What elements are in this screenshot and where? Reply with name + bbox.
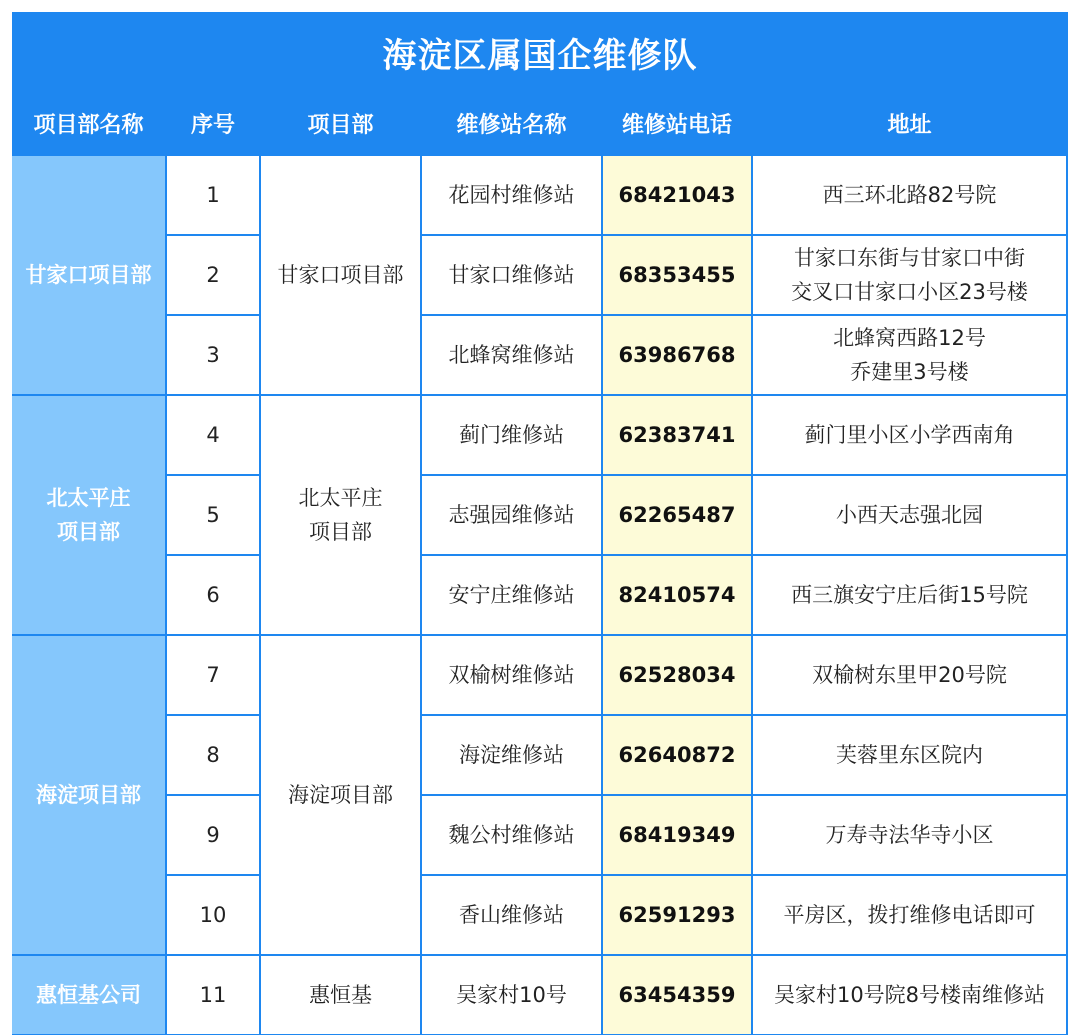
repair-team-table [12, 12, 1068, 1035]
project-dept-cell: 海淀项目部 [261, 636, 420, 954]
station-name-cell: 甘家口维修站 [422, 236, 601, 314]
address-cell: 芙蓉里东区院内 [753, 716, 1066, 794]
address-cell: 蓟门里小区小学西南角 [753, 396, 1066, 474]
header-station-phone: 维修站电话 [621, 112, 732, 138]
row-number-cell: 8 [167, 716, 259, 794]
row-number-cell: 3 [167, 316, 259, 394]
row-number-cell: 2 [167, 236, 259, 314]
station-name-cell: 志强园维修站 [422, 476, 601, 554]
group-name-cell: 甘家口项目部 [12, 156, 165, 394]
header-project-name: 项目部名称 [33, 112, 144, 138]
row-number-cell: 9 [167, 796, 259, 874]
station-phone-cell: 68353455 [603, 236, 751, 314]
station-phone-cell: 62383741 [603, 396, 751, 474]
address-cell: 西三环北路82号院 [753, 156, 1066, 234]
table-title: 海淀区属国企维修队 [382, 35, 698, 76]
station-phone-cell: 62591293 [603, 876, 751, 954]
row-number-cell: 6 [167, 556, 259, 634]
address-cell: 平房区，拨打维修电话即可 [753, 876, 1066, 954]
station-phone-cell: 63986768 [603, 316, 751, 394]
row-number-cell: 7 [167, 636, 259, 714]
station-phone-cell: 62265487 [603, 476, 751, 554]
row-number-cell: 11 [167, 956, 259, 1034]
group-name-cell: 惠恒基公司 [12, 956, 165, 1034]
group-name-cell: 海淀项目部 [12, 636, 165, 954]
row-number-cell: 4 [167, 396, 259, 474]
station-name-cell: 吴家村10号 [422, 956, 601, 1034]
header-address: 地址 [887, 112, 932, 138]
station-name-cell: 双榆树维修站 [422, 636, 601, 714]
address-cell: 吴家村10号院8号楼南维修站 [753, 956, 1066, 1034]
address-cell: 小西天志强北园 [753, 476, 1066, 554]
group-name-cell: 北太平庄 项目部 [12, 396, 165, 634]
station-name-cell: 安宁庄维修站 [422, 556, 601, 634]
station-phone-cell: 82410574 [603, 556, 751, 634]
station-name-cell: 香山维修站 [422, 876, 601, 954]
header-number: 序号 [190, 112, 235, 138]
station-phone-cell: 68419349 [603, 796, 751, 874]
header-station-name: 维修站名称 [456, 112, 567, 138]
row-number-cell: 10 [167, 876, 259, 954]
address-cell: 万寿寺法华寺小区 [753, 796, 1066, 874]
station-phone-cell: 62528034 [603, 636, 751, 714]
header-project-dept: 项目部 [307, 112, 374, 138]
station-name-cell: 花园村维修站 [422, 156, 601, 234]
station-name-cell: 魏公村维修站 [422, 796, 601, 874]
project-dept-cell: 惠恒基 [261, 956, 420, 1034]
station-name-cell: 北蜂窝维修站 [422, 316, 601, 394]
project-dept-cell: 北太平庄 项目部 [261, 396, 420, 634]
address-cell: 西三旗安宁庄后街15号院 [753, 556, 1066, 634]
station-name-cell: 海淀维修站 [422, 716, 601, 794]
project-dept-cell: 甘家口项目部 [261, 156, 420, 394]
address-cell: 双榆树东里甲20号院 [753, 636, 1066, 714]
address-cell: 北蜂窝西路12号 乔建里3号楼 [753, 316, 1066, 394]
station-name-cell: 蓟门维修站 [422, 396, 601, 474]
row-number-cell: 1 [167, 156, 259, 234]
station-phone-cell: 62640872 [603, 716, 751, 794]
row-number-cell: 5 [167, 476, 259, 554]
station-phone-cell: 63454359 [603, 956, 751, 1034]
address-cell: 甘家口东街与甘家口中街 交叉口甘家口小区23号楼 [753, 236, 1066, 314]
station-phone-cell: 68421043 [603, 156, 751, 234]
